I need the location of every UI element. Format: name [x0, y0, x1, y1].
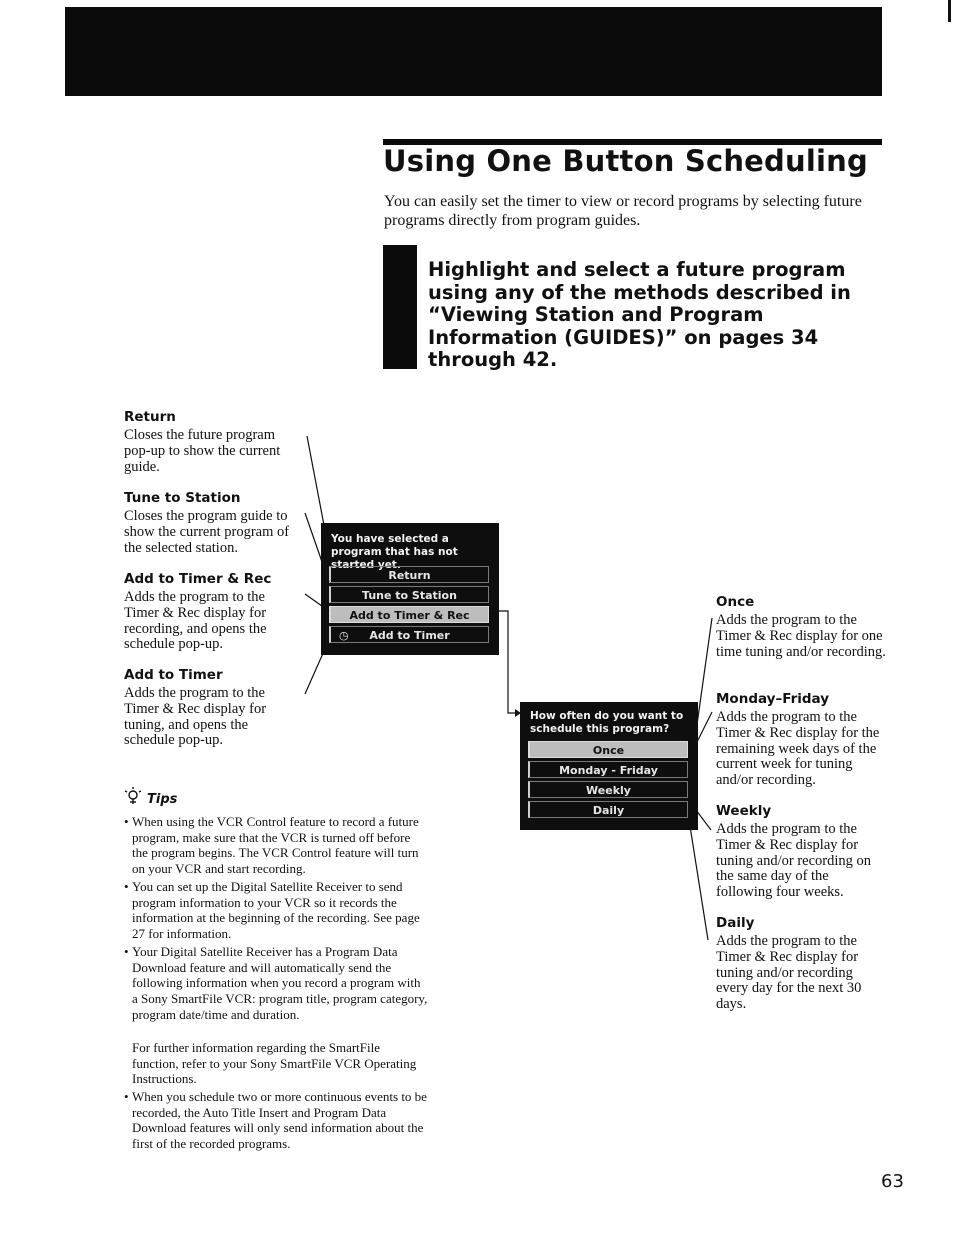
menu-item-add-to-timer-label: Add to Timer	[369, 629, 450, 642]
tip-item	[124, 879, 429, 942]
tip-item	[124, 814, 429, 877]
callout-label-return: Return	[124, 409, 176, 425]
leader-line-weekly	[696, 810, 711, 830]
callout-label-add-to-timer-rec: Add to Timer & Rec	[124, 571, 272, 587]
tip-text: You can set up the Digital Satellite Receiver to send program information to your VCR so it records the information at the beginning of the recording. See page 27 for information.	[132, 879, 420, 942]
callout-label-add-to-timer: Add to Timer	[124, 667, 223, 683]
tip-bullet: •	[124, 814, 129, 829]
menu-item-tune-to-station[interactable]: Tune to Station	[329, 586, 489, 603]
connector-line	[489, 611, 515, 713]
tip-item	[124, 1089, 429, 1152]
tip-text: When you schedule two or more continuous events to be recorded, the Auto Title Insert and Program Data Download features will only send information about the first of the recorded programs.	[132, 1089, 427, 1152]
tip-note: For further information regarding the SmartFile function, refer to your Sony SmartFile VCR Operating Instructions.	[132, 1040, 417, 1087]
callout-desc-tune-to-station: Closes the program guide to show the current program of the selected station.	[124, 508, 290, 556]
callout-label-weekly: Weekly	[716, 803, 772, 819]
page-title: Using One Button Scheduling	[383, 144, 868, 178]
tip-bullet: •	[124, 944, 129, 959]
schedule-popup-message: How often do you want to schedule this program?	[530, 710, 684, 735]
leader-line-add-to-timer-rec	[305, 594, 329, 611]
callout-label-daily: Daily	[716, 915, 755, 931]
tip-bullet: •	[124, 879, 129, 894]
tip-text: Your Digital Satellite Receiver has a Program Data Download feature and will automatically send the following information when you record a program with a Sony SmartFile VCR: program title, program category, program date/time and duration.	[132, 944, 428, 1022]
leader-line-once	[694, 618, 712, 746]
callout-desc-add-to-timer-rec: Adds the program to the Timer & Rec display for recording, and opens the schedule pop-up.	[124, 589, 267, 653]
tips-title: Tips	[147, 792, 178, 807]
callout-label-once: Once	[716, 594, 755, 610]
leader-line-return	[307, 436, 331, 562]
callout-desc-add-to-timer: Adds the program to the Timer & Rec display for tuning, and opens the schedule pop-up.	[124, 685, 267, 749]
callout-desc-weekly: Adds the program to the Timer & Rec display for tuning and/or recording on the same day of the following four weeks.	[716, 821, 872, 901]
step-instruction: Highlight and select a future program using any of the methods described in “Viewing Station and Program Information (GUIDES)” on pages 34 through 42.	[428, 258, 851, 371]
tip-item	[124, 944, 429, 1023]
callout-desc-return: Closes the future program pop-up to show the current guide.	[124, 427, 281, 475]
intro-text: You can easily set the timer to view or record programs by selecting future programs directly from program guides.	[384, 193, 862, 229]
page-number: 63	[881, 1171, 904, 1192]
schedule-option-monday-friday[interactable]: Monday - Friday	[528, 761, 688, 778]
schedule-option-daily[interactable]: Daily	[528, 801, 688, 818]
callout-label-monday-friday: Monday–Friday	[716, 691, 830, 707]
menu-item-add-to-timer-rec[interactable]: Add to Timer & Rec	[329, 606, 489, 623]
callout-desc-monday-friday: Adds the program to the Timer & Rec display for the remaining week days of the current week for tuning and/or recording.	[716, 709, 880, 789]
timer-clock-icon: ◷	[339, 629, 349, 642]
popup-message: You have selected a program that has not started yet.	[331, 533, 458, 571]
callout-desc-daily: Adds the program to the Timer & Rec display for tuning and/or recording every day for the next 30 days.	[716, 933, 862, 1013]
menu-item-return[interactable]: Return	[329, 566, 489, 583]
leader-line-add-to-timer	[305, 642, 328, 694]
leader-line-tune-to-station	[305, 513, 329, 582]
schedule-option-once[interactable]: Once	[528, 741, 688, 758]
leader-line-daily	[690, 826, 708, 940]
tip-text: When using the VCR Control feature to record a future program, make sure that the VCR is turned off before the program begins. The VCR Control feature will turn on your VCR and start recording.	[132, 814, 419, 877]
schedule-option-weekly[interactable]: Weekly	[528, 781, 688, 798]
callout-desc-once: Adds the program to the Timer & Rec display for one time tuning and/or recording.	[716, 612, 886, 660]
connector-arrow	[515, 709, 521, 717]
lightbulb-icon	[122, 786, 144, 806]
callout-label-tune-to-station: Tune to Station	[124, 490, 241, 506]
tip-bullet: •	[124, 1089, 129, 1104]
